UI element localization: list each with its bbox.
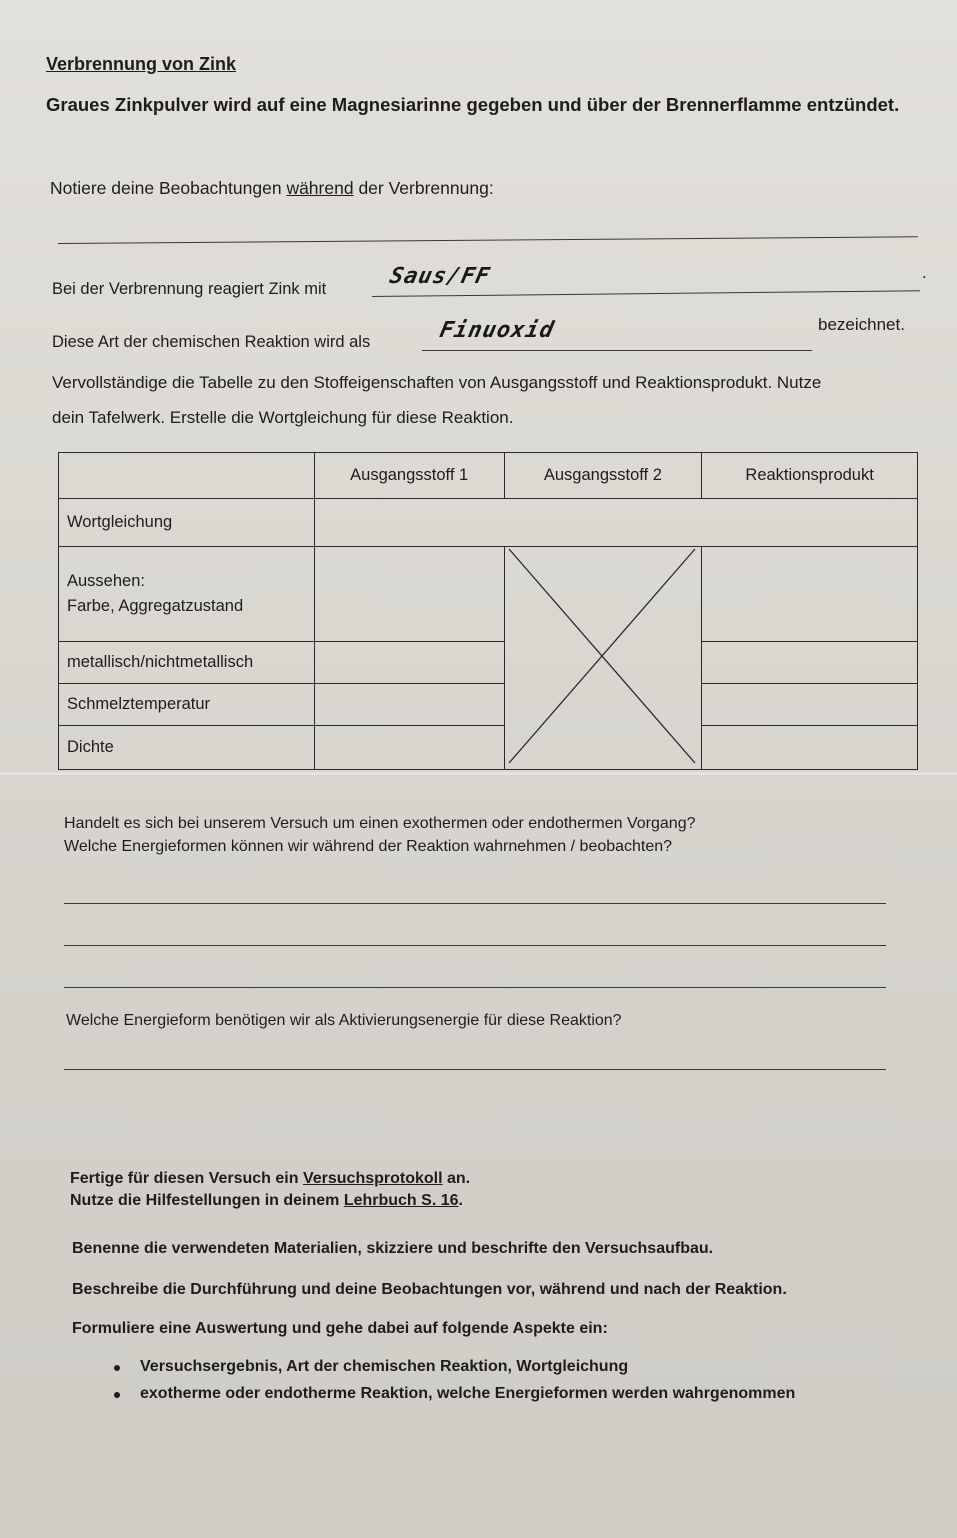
cell-wortgleichung[interactable] (314, 499, 917, 547)
reaction-type-label: Diese Art der chemischen Reaktion wird als (52, 333, 371, 351)
properties-table (58, 452, 918, 770)
cell-metallisch-produkt[interactable] (702, 642, 918, 684)
table-instruction-line2: dein Tafelwerk. Erstelle die Wortgleichung für diese Reaktion. (52, 408, 514, 427)
energy-answer-line-1[interactable] (64, 903, 886, 904)
cell-schmelz-1[interactable] (314, 684, 504, 726)
paper-fold (0, 772, 957, 775)
cell-aussehen-produkt[interactable] (702, 547, 918, 642)
activation-answer-line[interactable] (64, 1069, 886, 1070)
cell-dichte-1[interactable] (314, 726, 504, 770)
energy-question-2: Welche Energieformen können wir während der Reaktion wahrnehmen / beobachten? (64, 838, 673, 855)
reacts-with-answer: Saus/FF (387, 264, 493, 289)
reaction-type-answer-line[interactable] (422, 350, 812, 351)
protocol-materials: Benenne die verwendeten Materialien, skizziere und beschrifte den Versuchsaufbau. (72, 1240, 714, 1257)
reaction-type-answer: Finuoxid (437, 318, 557, 343)
row-label-wortgleichung: Wortgleichung (59, 499, 315, 547)
row-label-dichte: Dichte (59, 726, 315, 770)
cross-mark (505, 545, 699, 767)
table-instruction-line1: Vervollständige die Tabelle zu den Stoffeigenschaften von Ausgangsstoff und Reaktionsprodukt. Nutze (52, 373, 822, 392)
energy-question-3: Welche Energieform benötigen wir als Aktivierungsenergie für diese Reaktion? (66, 1012, 622, 1029)
bullet-dot-2 (114, 1392, 120, 1398)
observation-prompt: Notiere deine Beobachtungen während der Verbrennung: (50, 178, 494, 198)
cell-metallisch-1[interactable] (314, 642, 504, 684)
row-label-metallisch: metallisch/nichtmetallisch (59, 642, 315, 684)
reacts-with-label: Bei der Verbrennung reagiert Zink mit (52, 280, 327, 298)
bullet-item-1: Versuchsergebnis, Art der chemischen Reaktion, Wortgleichung (140, 1358, 629, 1375)
reaction-type-suffix: bezeichnet. (818, 315, 905, 334)
protocol-line-2: Nutze die Hilfestellungen in deinem Lehrbuch S. 16. (70, 1192, 463, 1209)
energy-answer-line-2[interactable] (64, 945, 886, 946)
bullet-dot-1 (114, 1365, 120, 1371)
cell-aussehen-1[interactable] (314, 547, 504, 642)
row-label-schmelz: Schmelztemperatur (59, 684, 315, 726)
energy-question-1: Handelt es sich bei unserem Versuch um einen exothermen oder endothermen Vorgang? (64, 815, 696, 832)
cell-dichte-produkt[interactable] (702, 726, 918, 770)
protocol-line-1: Fertige für diesen Versuch ein Versuchsprotokoll an. (70, 1170, 471, 1187)
header-ausgangsstoff-1: Ausgangsstoff 1 (314, 453, 504, 499)
row-label-aussehen: Aussehen: Farbe, Aggregatzustand (59, 547, 315, 642)
intro-text: Graues Zinkpulver wird auf eine Magnesiarinne gegeben und über der Brennerflamme entzündet. (46, 94, 900, 115)
protocol-evaluation: Formuliere eine Auswertung und gehe dabei auf folgende Aspekte ein: (72, 1320, 608, 1337)
table-corner (59, 453, 315, 499)
header-reaktionsprodukt: Reaktionsprodukt (702, 453, 918, 499)
bullet-item-2: exotherme oder endotherme Reaktion, welche Energieformen werden wahrgenommen (140, 1385, 796, 1402)
header-ausgangsstoff-2: Ausgangsstoff 2 (504, 453, 702, 499)
reacts-with-end: . (922, 264, 927, 282)
energy-answer-line-3[interactable] (64, 987, 886, 988)
protocol-procedure: Beschreibe die Durchführung und deine Beobachtungen vor, während und nach der Reaktion. (72, 1281, 787, 1298)
worksheet-title: Verbrennung von Zink (46, 54, 237, 74)
cell-schmelz-produkt[interactable] (702, 684, 918, 726)
